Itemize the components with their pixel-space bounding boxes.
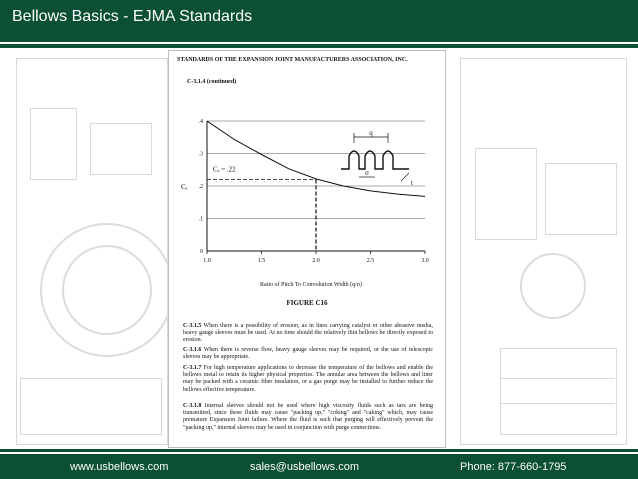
x-tick-label: 2.5: [366, 258, 375, 264]
blueprint-title-rule: [500, 378, 615, 380]
paragraph-c-3-1-7: [183, 365, 433, 394]
blueprint-detail: [90, 123, 152, 175]
email-link[interactable]: sales@usbellows.com: [250, 461, 359, 473]
footer-divider: [0, 452, 638, 454]
thickness-leader: [401, 173, 409, 181]
paragraph-id: C-3.1.6: [183, 347, 202, 353]
x-tick-labels: [203, 258, 429, 264]
phone-number: Phone: 877-660-1795: [460, 461, 567, 473]
x-tick-label: 1.5: [257, 258, 266, 264]
paragraph-text: Internal sleeves should not be used where high viscosity fluids such as tars are being transmitted, since these fluids may cause "packing up," "coking" and "caking" which, may cause premature Expansion Joint failure. Where the fluid is such that purging will effectively prevent the "packing up," internal sleeves may be used in conjunction with purge connections.: [183, 403, 434, 431]
paragraph-text: When there is reverse flow, heavy gauge sleeves may be required, or the use of telescopic sleeves may be appropriate.: [183, 347, 433, 361]
header-bar: [0, 0, 638, 48]
blueprint-notes: [20, 378, 162, 435]
paragraph-text: For high temperature applications to decrease the temperature of the bellows and enable the bellows metal to retain its higher physical properties. The annular area between the bellows and liner may be packed with a ceramic fiber insulation, or a gas purge may be installed to further reduce the bellows effective temperature.: [183, 365, 433, 393]
document-heading: STANDARDS OF THE EXPANSION JOINT MANUFACTURERS ASSOCIATION, INC.: [177, 57, 408, 63]
width-label: σ: [365, 169, 369, 177]
blueprint-detail: [475, 148, 537, 240]
slide-title: Bellows Basics - EJMA Standards: [12, 8, 253, 25]
x-tick-label: 2.0: [312, 258, 320, 264]
ce-curve: [207, 121, 425, 196]
x-tick-label: 1.0: [203, 258, 211, 264]
thickness-label: t: [411, 179, 413, 187]
x-axis-label: Ratio of Pitch To Convolution Width (q/σ): [259, 282, 363, 288]
paragraph-text: When there is a possibility of erosion, as in lines carrying catalyst or other abrasive media, heavy gauge sleeves must be used. At no time should the relatively thin bellows be directly exposed to erosion.: [183, 323, 433, 344]
paragraph-id: C-3.1.8: [183, 403, 202, 409]
paragraph-c-3-1-6: [183, 347, 433, 361]
blueprint-title-rule: [500, 403, 615, 405]
y-tick-label: .1: [198, 216, 203, 223]
header-divider: [0, 42, 638, 44]
ejma-document-page: [168, 50, 446, 448]
y-axis-label: Cₑ: [181, 183, 188, 191]
y-tick-labels: [199, 119, 204, 255]
website-link[interactable]: www.usbellows.com: [70, 461, 169, 473]
y-tick-label: .4: [198, 119, 203, 125]
pitch-label: q: [369, 129, 373, 137]
blueprint-flange-circle: [62, 245, 152, 335]
section-label: C-3.1.4 (continued): [187, 79, 237, 85]
paragraph-c-3-1-8: [183, 403, 433, 432]
ce-chart: [169, 51, 445, 288]
paragraph-id: C-3.1.5: [183, 323, 202, 329]
paragraph-id: C-3.1.7: [183, 365, 202, 371]
blueprint-flange-circle: [520, 253, 586, 319]
figure-caption: FIGURE C16: [286, 299, 328, 307]
blueprint-detail: [545, 163, 617, 235]
bellows-convolution-inset: [341, 129, 413, 187]
y-tick-label: .3: [198, 151, 203, 158]
blueprint-title-block: [500, 348, 617, 435]
y-tick-label: .2: [198, 184, 203, 190]
x-tick-label: 3.0: [421, 258, 429, 264]
blueprint-detail: [30, 108, 77, 180]
y-tick-label: 0: [200, 249, 203, 255]
paragraph-c-3-1-5: [183, 323, 433, 345]
annotation-label: Cₑ = .22: [213, 165, 236, 174]
